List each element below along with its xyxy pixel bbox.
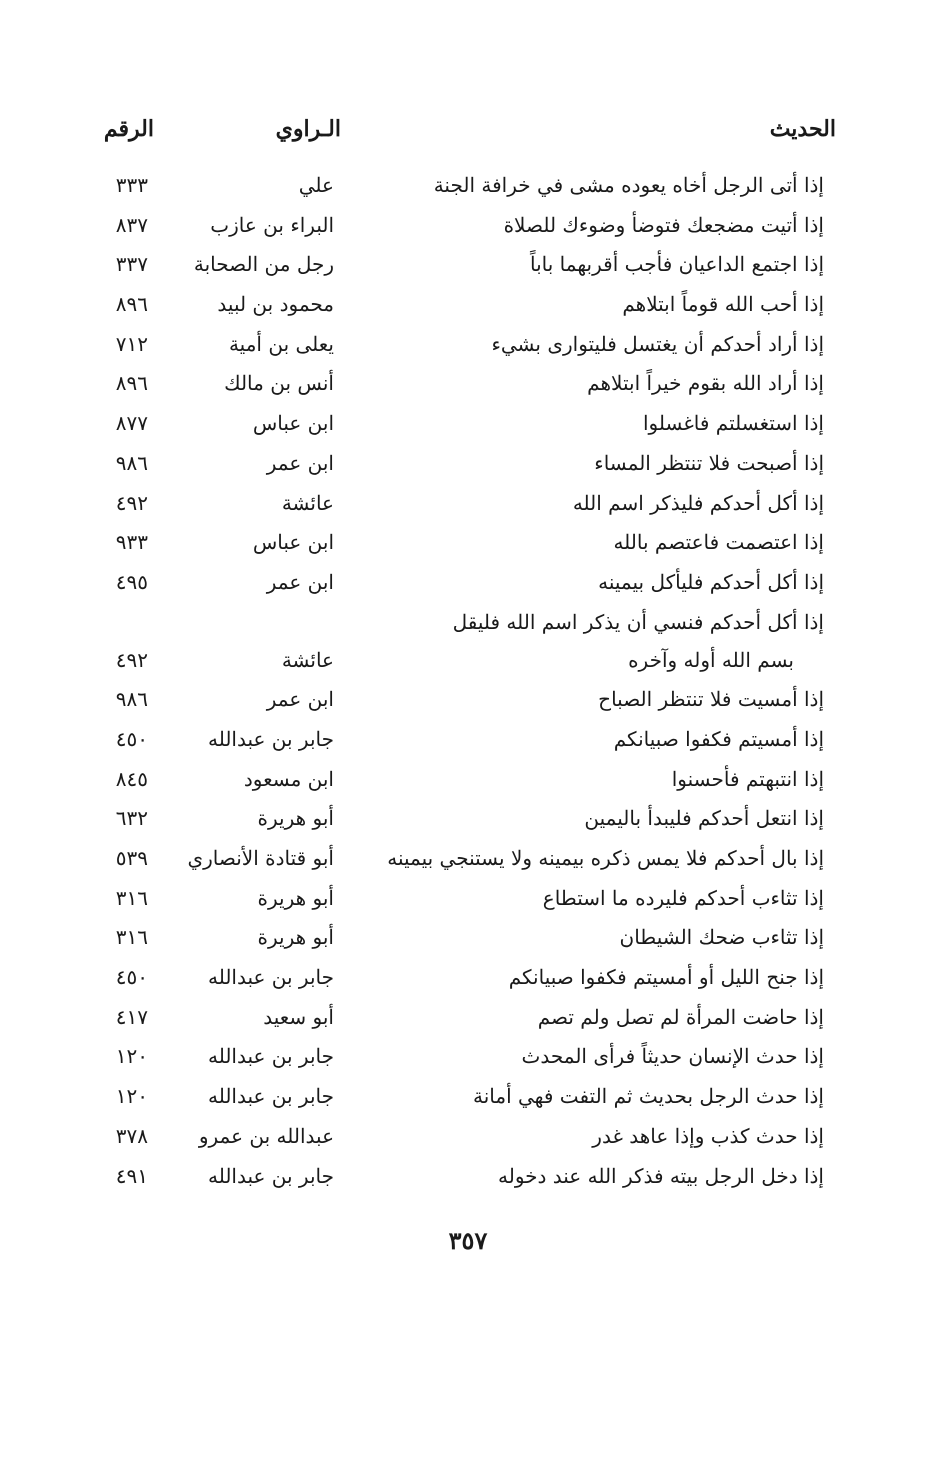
- table-row: [0, 920, 936, 960]
- narrator-name: علي: [298, 173, 334, 197]
- table-row: [0, 1159, 936, 1199]
- hadith-number: ٨٤٥: [115, 766, 148, 791]
- hadith-number: ٣٣٣: [115, 173, 148, 197]
- hadith-index-table: [0, 168, 936, 1198]
- narrator-name: عبدالله بن عمرو: [198, 1123, 334, 1148]
- table-row: [0, 960, 936, 1000]
- hadith-number: ٣١٦: [115, 885, 148, 910]
- table-row: [0, 565, 936, 605]
- narrator-name: جابر بن عبدالله: [207, 1163, 334, 1188]
- narrator-name: أبو قتادة الأنصاري: [187, 846, 334, 870]
- hadith-number: ٤٩٢: [115, 490, 148, 515]
- hadith-number: ٩٨٦: [115, 687, 148, 712]
- hadith-text: إذا حدث الرجل بحديث ثم التفت فهي أمانة: [472, 1084, 824, 1109]
- narrator-name: البراء بن عازب: [210, 212, 334, 237]
- hadith-text: إذا أحب الله قوماً ابتلاهم: [622, 292, 824, 317]
- narrator-name: أبو هريرة: [257, 806, 334, 831]
- hadith-text: بسم الله أوله وآخره: [628, 647, 794, 672]
- table-row: [0, 682, 936, 722]
- hadith-text: إذا استغسلتم فاغسلوا: [642, 411, 824, 436]
- column-header-narrator: الـراوي: [275, 116, 341, 142]
- narrator-name: جابر بن عبدالله: [207, 726, 334, 751]
- narrator-name: جابر بن عبدالله: [207, 965, 334, 990]
- table-row: [0, 486, 936, 526]
- narrator-name: جابر بن عبدالله: [207, 1084, 334, 1109]
- table-row: [0, 801, 936, 841]
- hadith-number: ٨٣٧: [115, 212, 148, 237]
- hadith-number: ٩٣٣: [115, 530, 148, 555]
- hadith-text: إذا بال أحدكم فلا يمس ذكره بيمينه ولا يستنجي بيمينه: [387, 846, 824, 870]
- hadith-number: ٤٩١: [115, 1163, 148, 1188]
- table-row: [0, 1039, 936, 1079]
- hadith-text: إذا حاضت المرأة لم تصل ولم تصم: [537, 1004, 824, 1029]
- narrator-name: عائشة: [281, 647, 334, 672]
- table-row: [0, 762, 936, 802]
- hadith-text: إذا أصبحت فلا تنتظر المساء: [594, 450, 824, 475]
- hadith-text: إذا تثاءب ضحك الشيطان: [619, 925, 824, 950]
- table-row: [0, 168, 936, 208]
- narrator-name: ابن عباس: [252, 530, 334, 555]
- table-row: [0, 247, 936, 287]
- table-row: [0, 1119, 936, 1159]
- hadith-number: ٩٨٦: [115, 450, 148, 475]
- table-row: [0, 881, 936, 921]
- table-row: [0, 525, 936, 565]
- hadith-text: إذا اعتصمت فاعتصم بالله: [613, 530, 824, 555]
- narrator-name: أبو هريرة: [257, 885, 334, 910]
- hadith-text: إذا انتعل أحدكم فليبدأ باليمين: [584, 806, 824, 831]
- hadith-number: ٤٩٢: [115, 647, 148, 672]
- hadith-text: إذا حدث الإنسان حديثاً فرأى المحدث: [521, 1044, 824, 1069]
- narrator-name: ابن عباس: [252, 411, 334, 436]
- table-row: [0, 287, 936, 327]
- hadith-text: إذا أكل أحدكم فليذكر اسم الله: [572, 490, 824, 515]
- hadith-number: ١٢٠: [115, 1044, 148, 1069]
- hadith-number: ٤٥٠: [115, 726, 148, 751]
- hadith-number: ٣١٦: [115, 925, 148, 950]
- hadith-text: إذا دخل الرجل بيته فذكر الله عند دخوله: [498, 1163, 824, 1188]
- hadith-text: إذا أتيت مضجعك فتوضأ وضوءك للصلاة: [503, 212, 824, 237]
- table-row: [0, 208, 936, 248]
- table-row: [0, 327, 936, 367]
- page-number: ٣٥٧: [448, 1226, 488, 1255]
- hadith-text: إذا أتى الرجل أخاه يعوده مشى في خرافة الجنة: [433, 173, 824, 197]
- hadith-number: ٨٩٦: [115, 371, 148, 396]
- column-header-number: الرقم: [103, 116, 154, 142]
- hadith-number: ٤١٧: [115, 1004, 148, 1029]
- narrator-name: محمود بن لبيد: [217, 292, 334, 317]
- narrator-name: ابن عمر: [266, 450, 334, 475]
- table-row: [0, 406, 936, 446]
- table-row: [0, 841, 936, 881]
- hadith-number: ١٢٠: [115, 1084, 148, 1109]
- table-row: [0, 643, 936, 683]
- narrator-name: أبو سعيد: [263, 1004, 334, 1029]
- hadith-number: ٤٥٠: [115, 965, 148, 990]
- narrator-name: جابر بن عبدالله: [207, 1044, 334, 1069]
- hadith-text: إذا جنح الليل أو أمسيتم فكفوا صبيانكم: [508, 965, 824, 990]
- table-row: [0, 722, 936, 762]
- table-row: [0, 1079, 936, 1119]
- hadith-text: إذا اجتمع الداعيان فأجب أقربهما باباً: [530, 252, 824, 277]
- narrator-name: يعلى بن أمية: [228, 331, 334, 356]
- hadith-text: إذا أراد الله بقوم خيراً ابتلاهم: [587, 371, 824, 396]
- hadith-text: إذا تثاءب أحدكم فليرده ما استطاع: [542, 885, 824, 910]
- narrator-name: أنس بن مالك: [224, 371, 334, 396]
- narrator-name: رجل من الصحابة: [193, 252, 334, 277]
- column-header-hadith: الحديث: [769, 116, 836, 142]
- hadith-number: ٨٩٦: [115, 292, 148, 317]
- hadith-number: ٣٣٧: [115, 252, 148, 277]
- hadith-text: إذا أمسيت فلا تنتظر الصباح: [598, 687, 824, 712]
- narrator-name: عائشة: [281, 490, 334, 515]
- hadith-text: إذا أكل أحدكم فليأكل بيمينه: [598, 569, 824, 594]
- hadith-number: ٣٧٨: [115, 1123, 148, 1148]
- hadith-text: إذا حدث كذب وإذا عاهد غدر: [592, 1123, 824, 1148]
- table-row: [0, 366, 936, 406]
- narrator-name: ابن عمر: [266, 569, 334, 594]
- table-row: [0, 1000, 936, 1040]
- narrator-name: ابن عمر: [266, 687, 334, 712]
- narrator-name: أبو هريرة: [257, 925, 334, 950]
- hadith-number: ٨٧٧: [115, 411, 148, 436]
- table-row: [0, 605, 936, 643]
- hadith-text: إذا أكل أحدكم فنسي أن يذكر اسم الله فليقل: [452, 609, 824, 634]
- hadith-text: إذا أمسيتم فكفوا صبيانكم: [613, 726, 824, 751]
- hadith-number: ٦٣٢: [115, 806, 148, 831]
- hadith-number: ٥٣٩: [115, 846, 148, 870]
- hadith-text: إذا أراد أحدكم أن يغتسل فليتوارى بشيء: [491, 331, 824, 356]
- narrator-name: ابن مسعود: [243, 766, 334, 791]
- table-row: [0, 446, 936, 486]
- hadith-number: ٧١٢: [115, 331, 148, 356]
- hadith-number: ٤٩٥: [115, 569, 148, 594]
- hadith-text: إذا انتبهتم فأحسنوا: [671, 766, 824, 791]
